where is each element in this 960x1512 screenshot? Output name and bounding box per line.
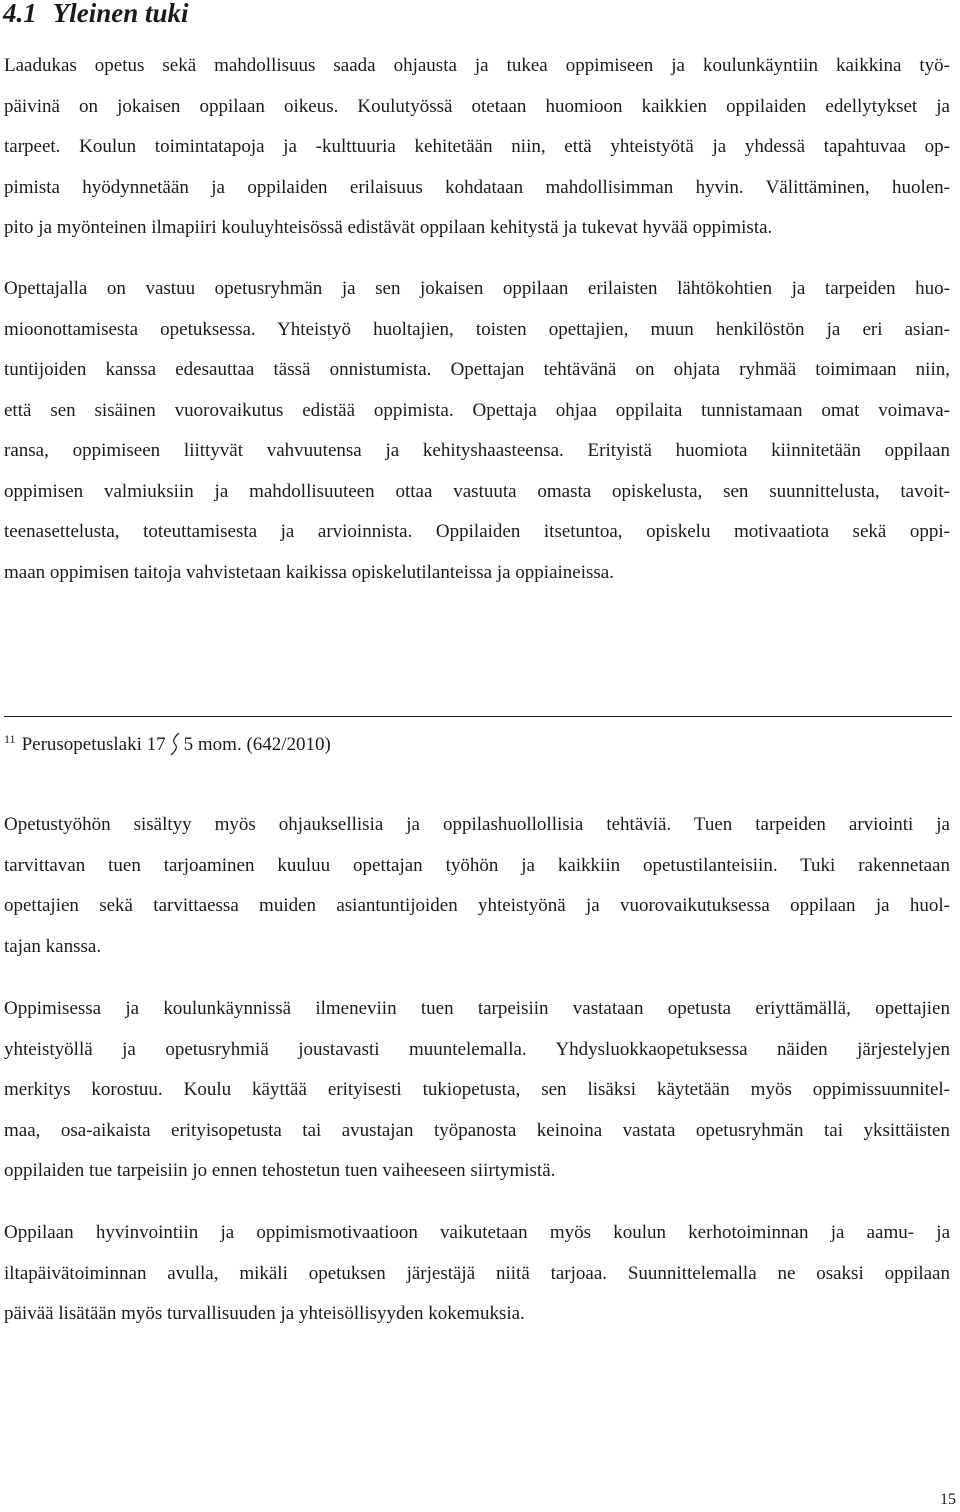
text-line: yhteistyöllä ja opetusryhmiä joustavasti muuntelemalla. Yhdysluokkaopetuksessa näiden järjestelyjen [4, 1038, 950, 1060]
text-line: että sen sisäinen vuorovaikutus edistää oppimista. Opettaja ohjaa oppilaita tunnistamaan omat voimava- [4, 399, 950, 421]
text-line: pimista hyödynnetään ja oppilaiden erilaisuus kohdataan mahdollisimman hyvin. Välittäminen, huolen- [4, 176, 950, 198]
text-line: Oppimisessa ja koulunkäynnissä ilmeneviin tuen tarpeisiin vastataan opetusta eriyttämällä, opettajien [4, 998, 950, 1019]
section-title: Yleinen tuki [52, 0, 189, 28]
text-line: tuntijoiden kanssa edesauttaa tässä onnistumista. Opettajan tehtävänä on ohjata ryhmää toimimaan niin, [4, 359, 950, 380]
text-line: Laadukas opetus sekä mahdollisuus saada ohjausta ja tukea oppimiseen ja koulunkäyntiin kaikkina työ- [4, 55, 950, 76]
text-line: opettajien sekä tarvittaessa muiden asiantuntijoiden yhteistyönä ja vuorovaikutuksessa oppilaan ja huol- [4, 895, 950, 916]
paragraph-2 [4, 269, 950, 593]
paragraph-1 [4, 46, 950, 249]
footnote-text-end: 5 mom. (642/2010) [183, 734, 331, 755]
footnote-divider [4, 716, 952, 717]
text-line: mioonottamisesta opetuksessa. Yhteistyö huoltajien, toisten opettajien, muun henkilöstön ja eri asian- [4, 318, 950, 340]
text-line: teenasettelusta, toteuttamisesta ja arvioinnista. Oppilaiden itsetuntoa, opiskelu motivaatiota sekä oppi- [4, 521, 950, 542]
page-number: 15 [940, 1491, 956, 1508]
paragraph-5 [4, 1213, 950, 1335]
text-line: maa, osa-aikaista erityisopetusta tai avustajan työpanosta keinoina vastata opetusryhmän tai yksittäisten [4, 1119, 950, 1141]
paragraph-4 [4, 989, 950, 1192]
text-line: maan oppimisen taitoja vahvistetaan kaikissa opiskelutilanteissa ja oppiaineissa. [4, 561, 614, 583]
text-line: päivää lisätään myös turvallisuuden ja yhteisöllisyyden kokemuksia. [4, 1303, 525, 1324]
text-line: päivinä on jokaisen oppilaan oikeus. Koulutyössä otetaan huomioon kaikkien oppilaiden edellytykset ja [4, 95, 950, 117]
text-line: tajan kanssa. [4, 935, 102, 957]
footnote [4, 728, 331, 762]
text-line: ransa, oppimiseen liittyvät vahvuutensa ja kehityshaasteensa. Erityistä huomiota kiinnitetään oppilaan [4, 440, 950, 461]
text-line: Oppilaan hyvinvointiin ja oppimismotivaatioon vaikutetaan myös koulun kerhotoiminnan ja aamu- ja [4, 1222, 950, 1243]
text-line: tarpeet. Koulun toimintatapoja ja -kulttuuria kehitetään niin, että yhteistyötä ja yhdessä tapahtuvaa op- [4, 136, 950, 157]
text-line: tarvittavan tuen tarjoaminen kuuluu opettajan työhön ja kaikkiin opetustilanteisiin. Tuki rakennetaan [4, 854, 950, 876]
section-sign-icon [170, 732, 180, 756]
section-number: 4.1 [3, 0, 37, 28]
text-line: iltapäivätoiminnan avulla, mikäli opetuksen järjestäjä niitä tarjoaa. Suunnittelemalla ne osaksi oppilaan [4, 1262, 950, 1284]
text-line: Opettajalla on vastuu opetusryhmän ja sen jokaisen oppilaan erilaisten lähtökohtien ja tarpeiden huo- [4, 278, 950, 299]
text-line: pito ja myönteinen ilmapiiri kouluyhteisössä edistävät oppilaan kehitystä ja tukevat hyvää oppimista. [4, 217, 773, 238]
text-line: Opetustyöhön sisältyy myös ohjauksellisia ja oppilashuollollisia tehtäviä. Tuen tarpeiden arviointi ja [4, 814, 950, 835]
text-line: oppilaiden tue tarpeisiin jo ennen tehostetun tuen vaiheeseen siirtymistä. [4, 1160, 556, 1181]
section-heading [3, 0, 189, 30]
footnote-marker: 11 [4, 732, 16, 746]
text-line: merkitys korostuu. Koulu käyttää erityisesti tukiopetusta, sen lisäksi käytetään myös oppimissuunnitel- [4, 1079, 950, 1100]
text-line: oppimisen valmiuksiin ja mahdollisuuteen ottaa vastuuta omasta opiskelusta, sen suunnittelusta, tavoit- [4, 480, 950, 502]
footnote-text-start: Perusopetuslaki 17 [21, 734, 166, 755]
paragraph-3 [4, 805, 950, 967]
